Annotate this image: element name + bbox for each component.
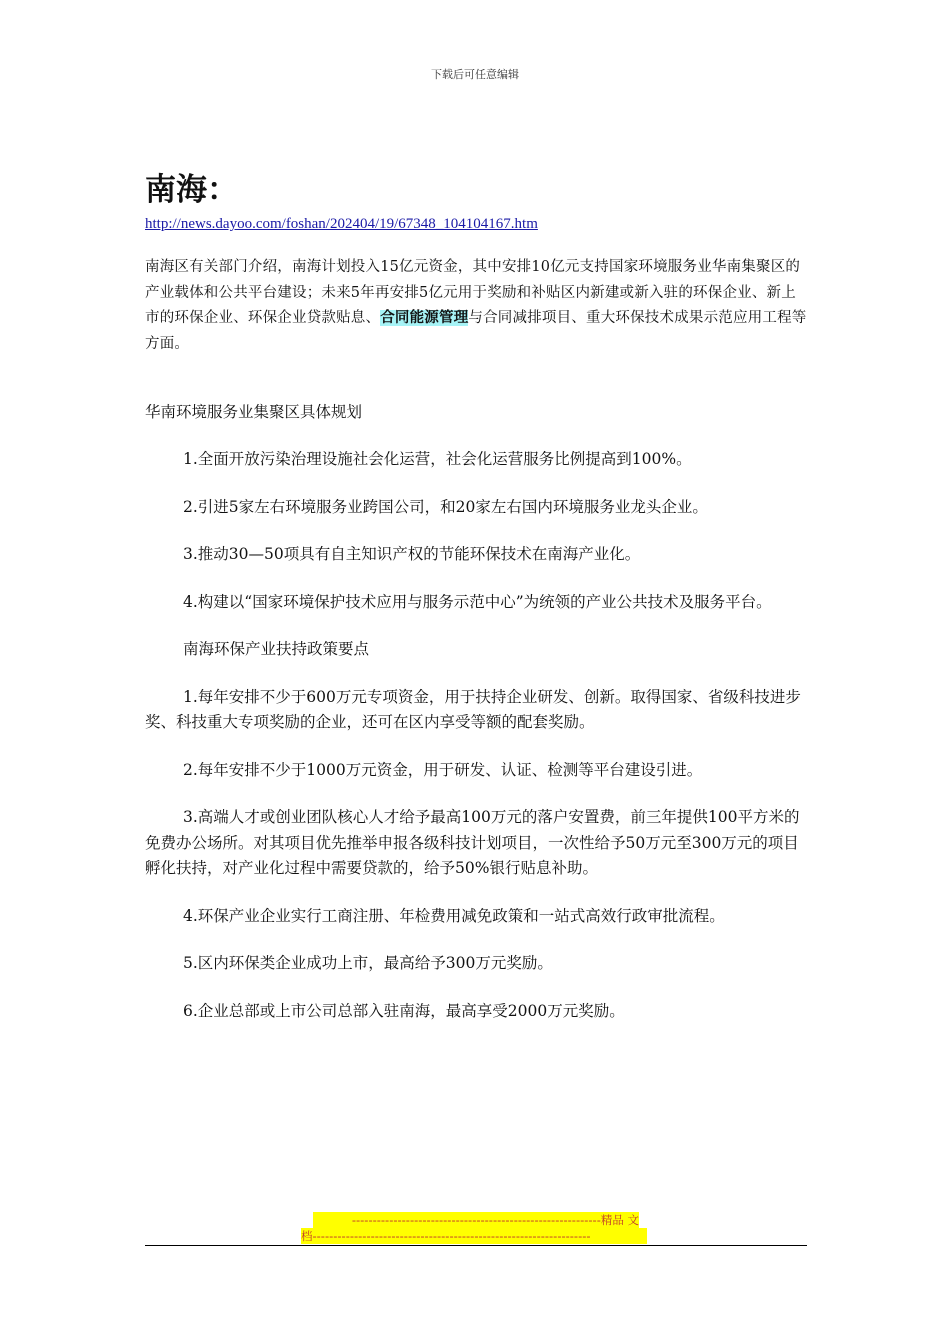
plan-item-2: 2.引进5家左右环境服务业跨国公司，和20家左右国内环境服务业龙头企业。 xyxy=(183,497,708,516)
policy-item-2: 2.每年安排不少于1000万元资金，用于研发、认证、检测等平台建设引进。 xyxy=(183,760,703,779)
footer-line-2: 档------------------------------------------------------------------- xyxy=(301,1228,647,1244)
intro-paragraph xyxy=(145,255,810,357)
policy-item-1: 1.每年安排不少于600万元专项资金，用于扶持企业研发、创新。取得国家、省级科技进步奖、科技重大专项奖励的企业，还可在区内享受等额的配套奖励。 xyxy=(145,687,801,731)
plan-item-3: 3.推动30—50项具有自主知识产权的节能环保技术在南海产业化。 xyxy=(183,545,641,563)
page-header-note: 下载后可任意编辑 xyxy=(431,68,519,81)
plan-section-title: 华南环境服务业集聚区具体规划 xyxy=(145,403,363,421)
footer-line-1: ------------------------------------------------------------精品 文 xyxy=(313,1212,639,1228)
page-title: 南海： xyxy=(145,172,238,208)
policy-section-title: 南海环保产业扶持政策要点 xyxy=(183,640,370,658)
plan-item-1: 1.全面开放污染治理设施社会化运营，社会化运营服务比例提高到100%。 xyxy=(183,450,692,468)
plan-item-4: 4.构建以“国家环境保护技术应用与服务示范中心”为统领的产业公共技术及服务平台。 xyxy=(183,592,772,611)
source-link[interactable]: http://news.dayoo.com/foshan/202404/19/67348_104104167.htm xyxy=(145,216,538,232)
policy-item-3: 3.高端人才或创业团队核心人才给予最高100万元的落户安置费，前三年提供100平方米的免费办公场所。对其项目优先推举申报各级科技计划项目，一次性给予50万元至300万元的项目孵化扶持，对产业化过程中需要贷款的，给予50%银行贴息补助。 xyxy=(145,808,800,877)
highlighted-term: 合同能源管理 xyxy=(380,310,469,326)
intro-text-after: 与合同减排项目、重大环保技术成果示范应用工程等方面。 xyxy=(145,310,807,352)
policy-item-6: 6.企业总部或上市公司总部入驻南海，最高享受2000万元奖励。 xyxy=(183,1001,625,1020)
intro-text-before: 南海区有关部门介绍，南海计划投入15亿元资金，其中安排10亿元支持国家环境服务业华南集聚区的产业载体和公共平台建设；未来5年再安排5亿元用于奖励和补贴区内新建或新入驻的环保企业、新上市的环保企业、环保企业贷款贴息、 xyxy=(145,259,801,326)
policy-item-4: 4.环保产业企业实行工商注册、年检费用减免政策和一站式高效行政审批流程。 xyxy=(183,906,725,925)
document-body xyxy=(145,168,810,1024)
page-footer xyxy=(145,1212,807,1246)
policy-item-5: 5.区内环保类企业成功上市，最高给予300万元奖励。 xyxy=(183,954,553,972)
